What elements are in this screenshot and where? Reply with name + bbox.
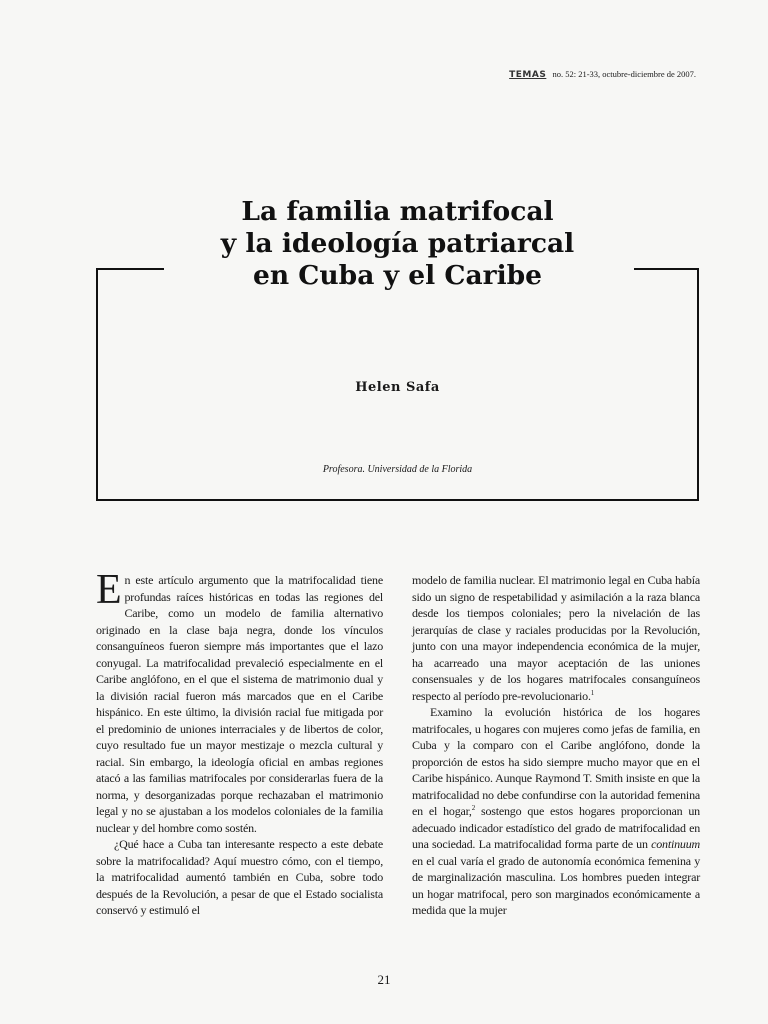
running-header [509, 69, 696, 80]
paragraph-text: modelo de familia nuclear. El matrimonio legal en Cuba había sido un signo de respetabilidad y asimilación a la raza blanca desde los tiempos coloniales; pero la nivelación de las jerarquías de clase y raciales producidas por la Revolución, junto con una mayor independencia económica de la mujer, ha acarreado una mayor aceptación de las uniones consensuales y de los hogares matrifocales consanguíneos respecto al período pre-revolucionario. [412, 573, 700, 703]
title-line-1: La familia matrifocal [241, 196, 554, 227]
body-column-right [412, 572, 700, 919]
paragraph-text: en el cual varía el grado de autonomía económica femenina y de marginalización masculina. Los hombres pueden integrar un hogar matrifocal, pero son marginados económicamente a medida que la mujer [412, 853, 700, 917]
title-line-2: y la ideología patriarcal [220, 228, 575, 259]
body-column-left [96, 567, 383, 919]
italic-term: continuum [651, 837, 700, 851]
citation: no. 52: 21-33, octubre-diciembre de 2007. [552, 69, 696, 79]
paragraph [96, 567, 383, 836]
title-line-3: en Cuba y el Caribe [252, 260, 543, 291]
page-number: 21 [377, 972, 391, 987]
author-affiliation: Profesora. Universidad de la Florida [322, 464, 473, 475]
paragraph-text: n este artículo argumento que la matrifocalidad tiene profundas raíces históricas en todas las regiones del Caribe, como un modelo de familia alternativo originado en la clase baja negra, donde los vínculos consanguíneos fueron siempre más importantes que el lazo conyugal. La matrifocalidad prevaleció especialmente en el Caribe anglófono, en el que el sistema de matrimonio dual y la división racial fueron más marcados que en el Caribe hispánico. En este último, la división racial fue mitigada por el predominio de uniones interraciales y de libertos de color, cuyo resultado fue un mayor mestizaje o mezcla cultural y racial. Sin embargo, la ideología oficial en ambas regiones atacó a las familias matrifocales por considerarlas fuera de la norma, y desorganizadas porque rechazaban el matrimonio legal y no se ajustaban a los modelos coloniales de la familia nuclear y del hombre como sostén. [96, 573, 383, 835]
footnote-ref[interactable]: 2 [471, 804, 476, 812]
journal-name: TEMAS [509, 70, 547, 80]
drop-cap: E [96, 567, 122, 613]
paragraph: ¿Qué hace a Cuba tan interesante respecto a este debate sobre la matrifocalidad? Aquí muestro cómo, con el tiempo, la matrifocalidad aumentó también en Cuba, sobre todo después de la Revolución, a pesar de que el Estado socialista conservó y estimuló el [96, 837, 383, 917]
paragraph [412, 704, 700, 919]
paragraph [412, 572, 700, 704]
article-title [96, 196, 699, 292]
paragraph-text: Examino la evolución histórica de los hogares matrifocales, u hogares con mujeres como jefas de familia, en Cuba y la comparo con el Caribe anglófono, donde la proporción de estos ha sido siempre mucho mayor que en el Caribe hispánico. Aunque Raymond T. Smith insiste en que la matrifocalidad no debe confundirse con la autoridad femenina en el hogar, [412, 705, 700, 818]
footnote-ref[interactable]: 1 [590, 688, 595, 697]
paragraph-text: sostengo que estos hogares proporcionan un adecuado indicador estadístico del grado de matrifocalidad en una sociedad. La matrifocalidad forma parte de un [412, 804, 700, 851]
author-name: Helen Safa [355, 380, 440, 395]
